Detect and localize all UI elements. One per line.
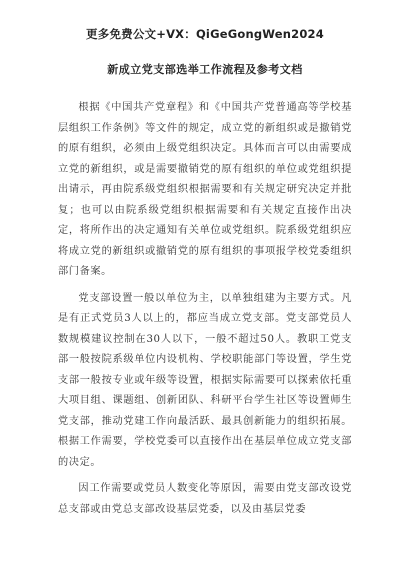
paragraph: 因工作需要或党员人数变化等原因，需要由党支部改设党总支部或由党总支部改设基层党委，以及由基层党委 [58,483,352,515]
promo-header: 更多免费公文+VX：QiGeGongWen2024 [86,27,324,41]
document-title: 新成立党支部选举工作流程及参考文档 [107,63,303,76]
paragraph: 根据《中国共产党章程》和《中国共产党普通高等学校基层组织工作条例》等文件的规定，成立党的新组织或是撤销党的原有组织，必须由上级党组织决定。具体而言可以由需要成立党的新组织，或是需要撤销党的原有组织的单位或党组织提出请示，再由院系级党组织根据需要和有关规定研究决定并批复；也可以由院系级党组织根据需要和有关规定直接作出决定，将所作出的决定通知有关单位或党组织。院系级党组织应将成立党的新组织或撤销党的原有组织的事项报学校党委组织部门备案。 [58,102,352,277]
paragraph: 党支部设置一般以单位为主，以单独组建为主要方式。凡是有正式党员3人以上的，都应当成立党支部。党支部党员人数规模建议控制在30人以下，一般不超过50人。教职工党支部一般按院系级单位内设机构、学校职能部门等设置，学生党支部一般按专业或年级等设置，根据实际需要可以探索依托重大项目组、课题组、创新团队、科研平台学生社区等设置师生党支部，推动党建工作向最活跃、最具创新能力的组织拓展。根据工作需要，学校党委可以直接作出在基层单位成立党支部的决定。 [58,292,352,468]
document-body [58,98,352,520]
